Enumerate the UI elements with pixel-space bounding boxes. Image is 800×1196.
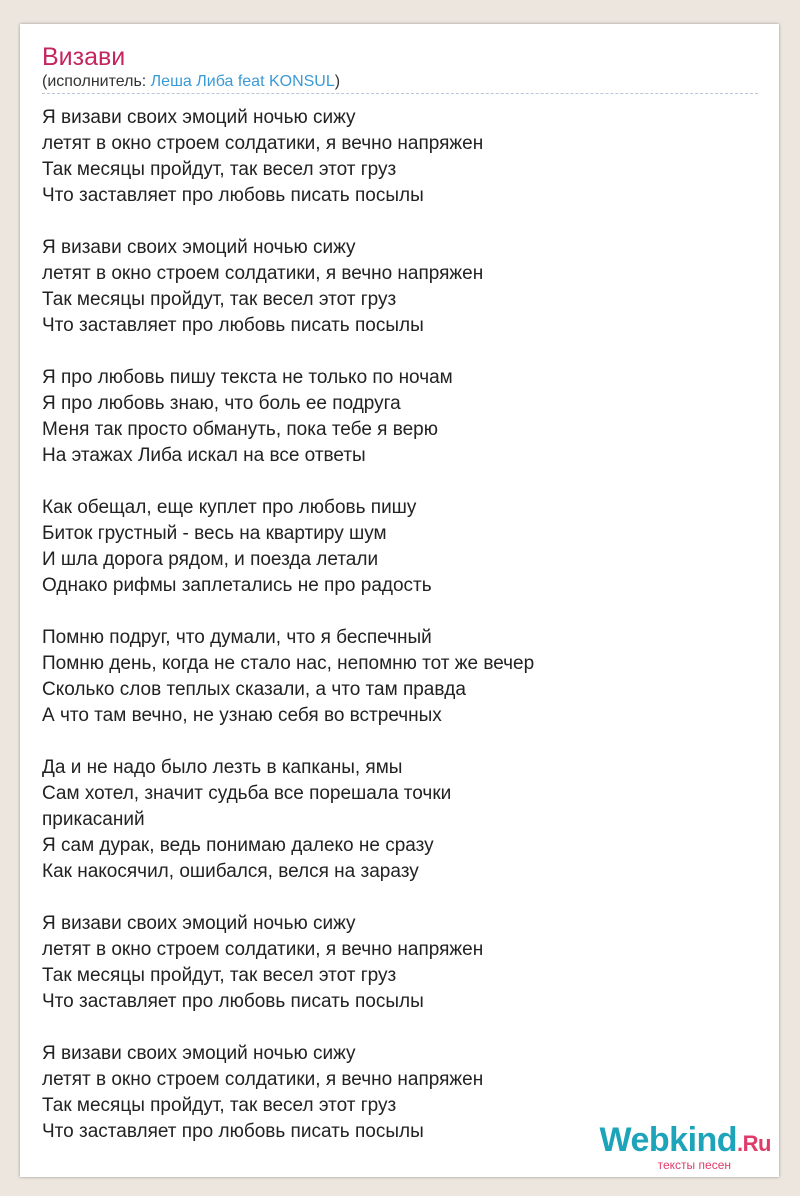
lyrics-line: Так месяцы пройдут, так весел этот груз [42, 159, 397, 180]
logo-tld: .Ru [737, 1131, 771, 1156]
lyrics-line: Так месяцы пройдут, так весел этот груз [42, 1095, 397, 1116]
lyrics-line: Биток грустный - весь на квартиру шум [42, 523, 387, 544]
artist-line [42, 72, 340, 92]
lyrics-line: Помню подруг, что думали, что я беспечный [42, 627, 432, 648]
lyrics-body [42, 105, 762, 1171]
lyrics-stanza [42, 365, 762, 469]
title-divider [42, 93, 758, 94]
lyrics-line: Что заставляет про любовь писать посылы [42, 185, 424, 206]
lyrics-line: Однако рифмы заплетались не про радость [42, 575, 432, 596]
lyrics-line: прикасаний [42, 809, 145, 830]
lyrics-line: летят в окно строем солдатики, я вечно напряжен [42, 133, 484, 154]
lyrics-line: Я про любовь пишу текста не только по ночам [42, 367, 453, 388]
lyrics-stanza [42, 625, 762, 729]
lyrics-line: Так месяцы пройдут, так весел этот груз [42, 289, 397, 310]
lyrics-line: А что там вечно, не узнаю себя во встречных [42, 705, 442, 726]
lyrics-stanza [42, 911, 762, 1015]
webkind-logo[interactable] [600, 1123, 772, 1171]
lyrics-card [20, 24, 779, 1177]
logo-main-text: Webkind [599, 1121, 738, 1159]
lyrics-line: На этажах Либа искал на все ответы [42, 445, 366, 466]
lyrics-line: летят в окно строем солдатики, я вечно напряжен [42, 263, 484, 284]
song-title: Визави [42, 43, 126, 71]
artist-prefix: (исполнитель: [42, 73, 151, 90]
lyrics-line: Что заставляет про любовь писать посылы [42, 991, 424, 1012]
lyrics-line: И шла дорога рядом, и поезда летали [42, 549, 379, 570]
lyrics-line: Меня так просто обмануть, пока тебе я верю [42, 419, 439, 440]
lyrics-line: Сколько слов теплых сказали, а что там правда [42, 679, 466, 700]
lyrics-line: Я про любовь знаю, что боль ее подруга [42, 393, 401, 414]
lyrics-stanza [42, 755, 762, 885]
lyrics-stanza [42, 495, 762, 599]
lyrics-line: Сам хотел, значит судьба все порешала точки [42, 783, 452, 804]
lyrics-line: Я визави своих эмоций ночью сижу [42, 913, 356, 934]
lyrics-line: летят в окно строем солдатики, я вечно напряжен [42, 939, 484, 960]
artist-link[interactable]: Леша Либа feat KONSUL [150, 73, 335, 90]
lyrics-line: Да и не надо было лезть в капканы, ямы [42, 757, 403, 778]
logo-wordmark [600, 1123, 772, 1161]
lyrics-line: Как накосячил, ошибался, велся на заразу [42, 861, 419, 882]
lyrics-line: Как обещал, еще куплет про любовь пишу [42, 497, 417, 518]
lyrics-line: летят в окно строем солдатики, я вечно напряжен [42, 1069, 484, 1090]
lyrics-line: Помню день, когда не стало нас, непомню тот же вечер [42, 653, 535, 674]
lyrics-line: Так месяцы пройдут, так весел этот груз [42, 965, 397, 986]
lyrics-stanza [42, 105, 762, 209]
artist-suffix: ) [334, 73, 341, 90]
lyrics-line: Я визави своих эмоций ночью сижу [42, 1043, 356, 1064]
lyrics-line: Я сам дурак, ведь понимаю далеко не сразу [42, 835, 434, 856]
lyrics-line: Что заставляет про любовь писать посылы [42, 315, 424, 336]
lyrics-line: Что заставляет про любовь писать посылы [42, 1121, 424, 1142]
lyrics-line: Я визави своих эмоций ночью сижу [42, 237, 356, 258]
lyrics-line: Я визави своих эмоций ночью сижу [42, 107, 356, 128]
lyrics-stanza [42, 235, 762, 339]
logo-tagline: тексты песен [657, 1158, 731, 1172]
